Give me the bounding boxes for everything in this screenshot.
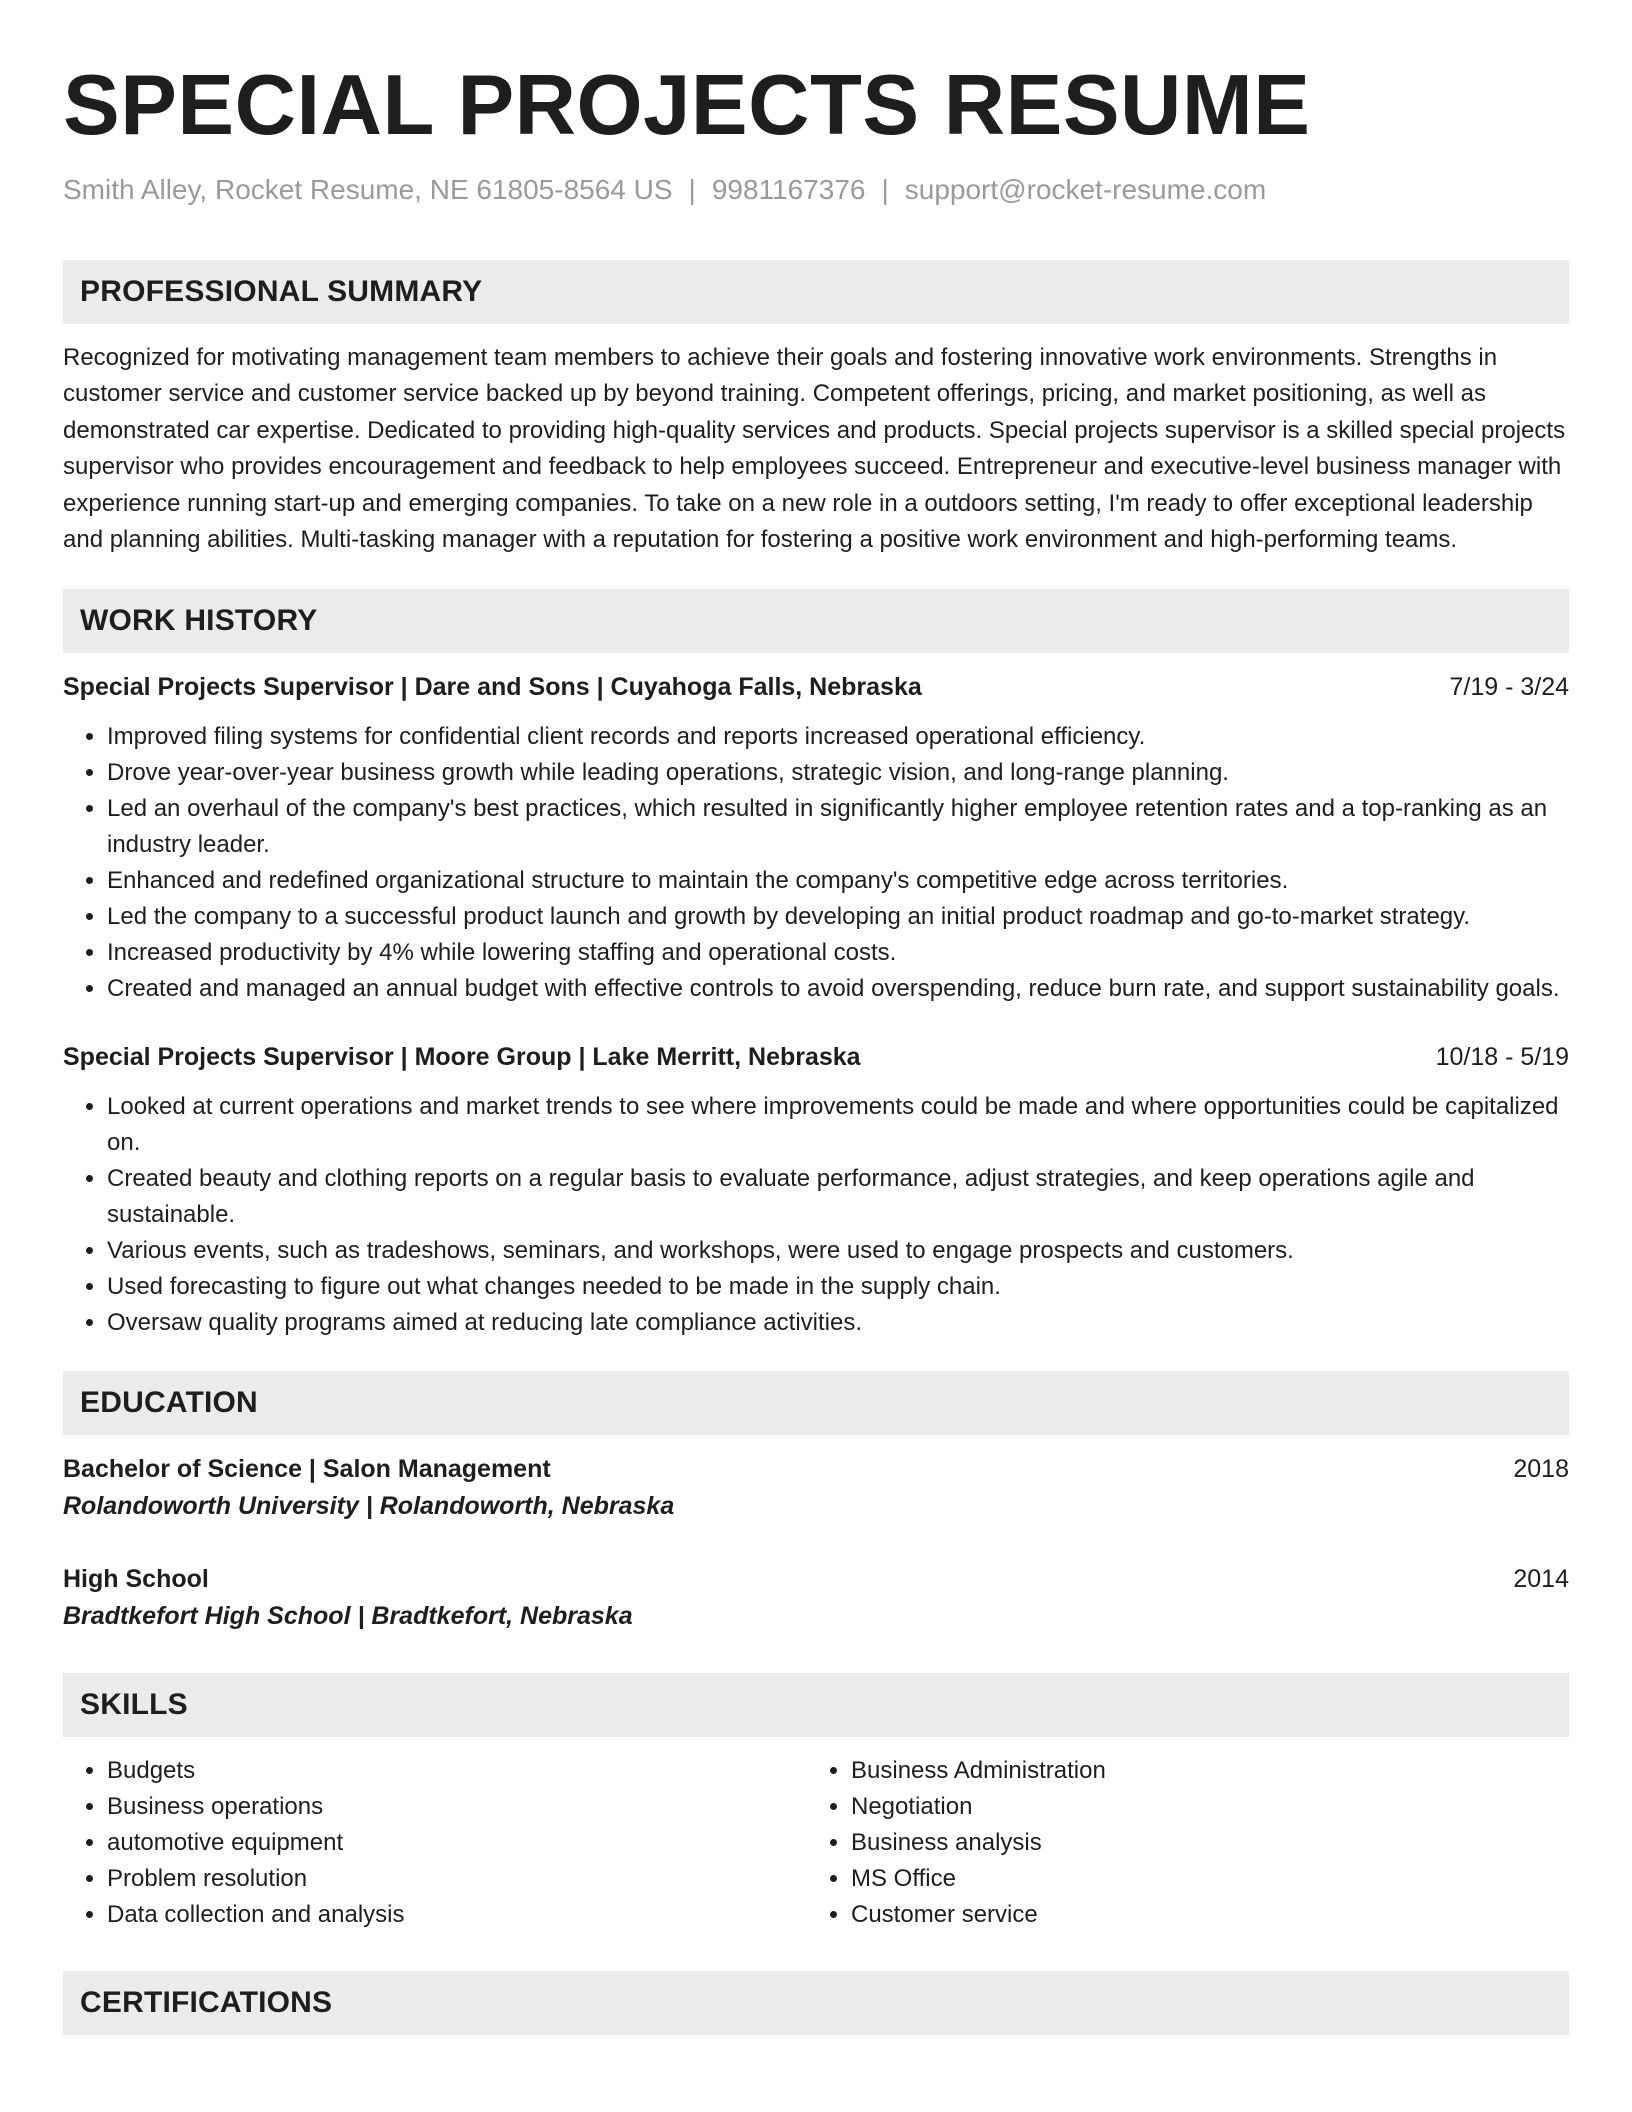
contact-email: support@rocket-resume.com xyxy=(904,174,1267,205)
job-bullet: • Created beauty and clothing reports on a regular basis to evaluate performance, adjust strategies, and keep operations agile and sustainable. xyxy=(107,1161,1569,1233)
job-bullet: • Led the company to a successful product launch and growth by developing an initial product roadmap and go-to-market strategy. xyxy=(107,899,1569,935)
skill-item: • Data collection and analysis xyxy=(107,1897,807,1933)
education-year: 2018 xyxy=(1513,1455,1569,1484)
job-header xyxy=(63,669,1569,705)
job-bullet: • Looked at current operations and market trends to see where improvements could be made and where opportunities could be capitalized on. xyxy=(107,1089,1569,1161)
section-header-certifications: CERTIFICATIONS xyxy=(63,1971,1569,2035)
job-entry xyxy=(63,1039,1569,1341)
job-bullet: • Oversaw quality programs aimed at reducing late compliance activities. xyxy=(107,1305,1569,1341)
skills-list xyxy=(63,1753,1569,1933)
education-entry xyxy=(63,1451,1569,1525)
skill-item: • Problem resolution xyxy=(107,1861,807,1897)
education-entry xyxy=(63,1561,1569,1635)
education-school: Bradtkefort High School | Bradtkefort, Nebraska xyxy=(63,1602,633,1631)
job-entry xyxy=(63,669,1569,1007)
job-bullet: • Increased productivity by 4% while lowering staffing and operational costs. xyxy=(107,935,1569,971)
education-year: 2014 xyxy=(1513,1565,1569,1594)
education-header xyxy=(63,1451,1569,1487)
job-dates: 7/19 - 3/24 xyxy=(1449,673,1569,702)
skill-item: • Negotiation xyxy=(851,1789,1551,1825)
contact-line xyxy=(63,170,1569,210)
skill-item: • Business Administration xyxy=(851,1753,1551,1789)
job-header xyxy=(63,1039,1569,1075)
contact-address: Smith Alley, Rocket Resume, NE 61805-8564 US xyxy=(63,174,673,205)
job-bullet: • Used forecasting to figure out what changes needed to be made in the supply chain. xyxy=(107,1269,1569,1305)
section-header-skills: SKILLS xyxy=(63,1673,1569,1737)
contact-separator: | xyxy=(688,174,696,205)
contact-separator: | xyxy=(881,174,889,205)
section-header-education: EDUCATION xyxy=(63,1371,1569,1435)
skill-item: • Business operations xyxy=(107,1789,807,1825)
job-bullets xyxy=(63,719,1569,1007)
skills-column-right xyxy=(807,1753,1551,1933)
education-header xyxy=(63,1561,1569,1597)
education-degree: Bachelor of Science | Salon Management xyxy=(63,1455,551,1484)
job-title: Special Projects Supervisor | Dare and Sons | Cuyahoga Falls, Nebraska xyxy=(63,673,922,702)
job-bullets xyxy=(63,1089,1569,1341)
skill-item: • automotive equipment xyxy=(107,1825,807,1861)
skill-item: • Customer service xyxy=(851,1897,1551,1933)
section-header-summary: PROFESSIONAL SUMMARY xyxy=(63,260,1569,324)
job-bullet: • Drove year-over-year business growth while leading operations, strategic vision, and long-range planning. xyxy=(107,755,1569,791)
section-header-work-history: WORK HISTORY xyxy=(63,589,1569,653)
job-bullet: • Various events, such as tradeshows, seminars, and workshops, were used to engage prospects and customers. xyxy=(107,1233,1569,1269)
job-dates: 10/18 - 5/19 xyxy=(1435,1043,1569,1072)
education-degree: High School xyxy=(63,1565,209,1594)
professional-summary-text: Recognized for motivating management team members to achieve their goals and fostering innovative work environments. Strengths in customer service and customer service backed up by beyond training. Competent offerings, pricing, and market positioning, as well as demonstrated car expertise. Dedicated to providing high-quality services and products. Special projects supervisor is a skilled special projects supervisor who provides encouragement and feedback to help employees succeed. Entrepreneur and executive-level business manager with experience running start-up and emerging companies. To take on a new role in a outdoors setting, I'm ready to offer exceptional leadership and planning abilities. Multi-tasking manager with a reputation for fostering a positive work environment and high-performing teams. xyxy=(63,344,1566,554)
skill-item: • Budgets xyxy=(107,1753,807,1789)
education-school: Rolandoworth University | Rolandoworth, Nebraska xyxy=(63,1492,675,1521)
skill-item: • MS Office xyxy=(851,1861,1551,1897)
job-bullet: • Led an overhaul of the company's best practices, which resulted in significantly higher employee retention rates and a top-ranking as an industry leader. xyxy=(107,791,1569,863)
resume-title: SPECIAL PROJECTS RESUME xyxy=(63,58,1311,153)
job-bullet: • Created and managed an annual budget with effective controls to avoid overspending, reduce burn rate, and support sustainability goals. xyxy=(107,971,1569,1007)
job-bullet: • Enhanced and redefined organizational structure to maintain the company's competitive edge across territories. xyxy=(107,863,1569,899)
skills-column-left xyxy=(63,1753,807,1933)
skill-item: • Business analysis xyxy=(851,1825,1551,1861)
job-bullet: • Improved filing systems for confidential client records and reports increased operational efficiency. xyxy=(107,719,1569,755)
contact-phone: 9981167376 xyxy=(711,174,866,205)
job-title: Special Projects Supervisor | Moore Group | Lake Merritt, Nebraska xyxy=(63,1043,861,1072)
